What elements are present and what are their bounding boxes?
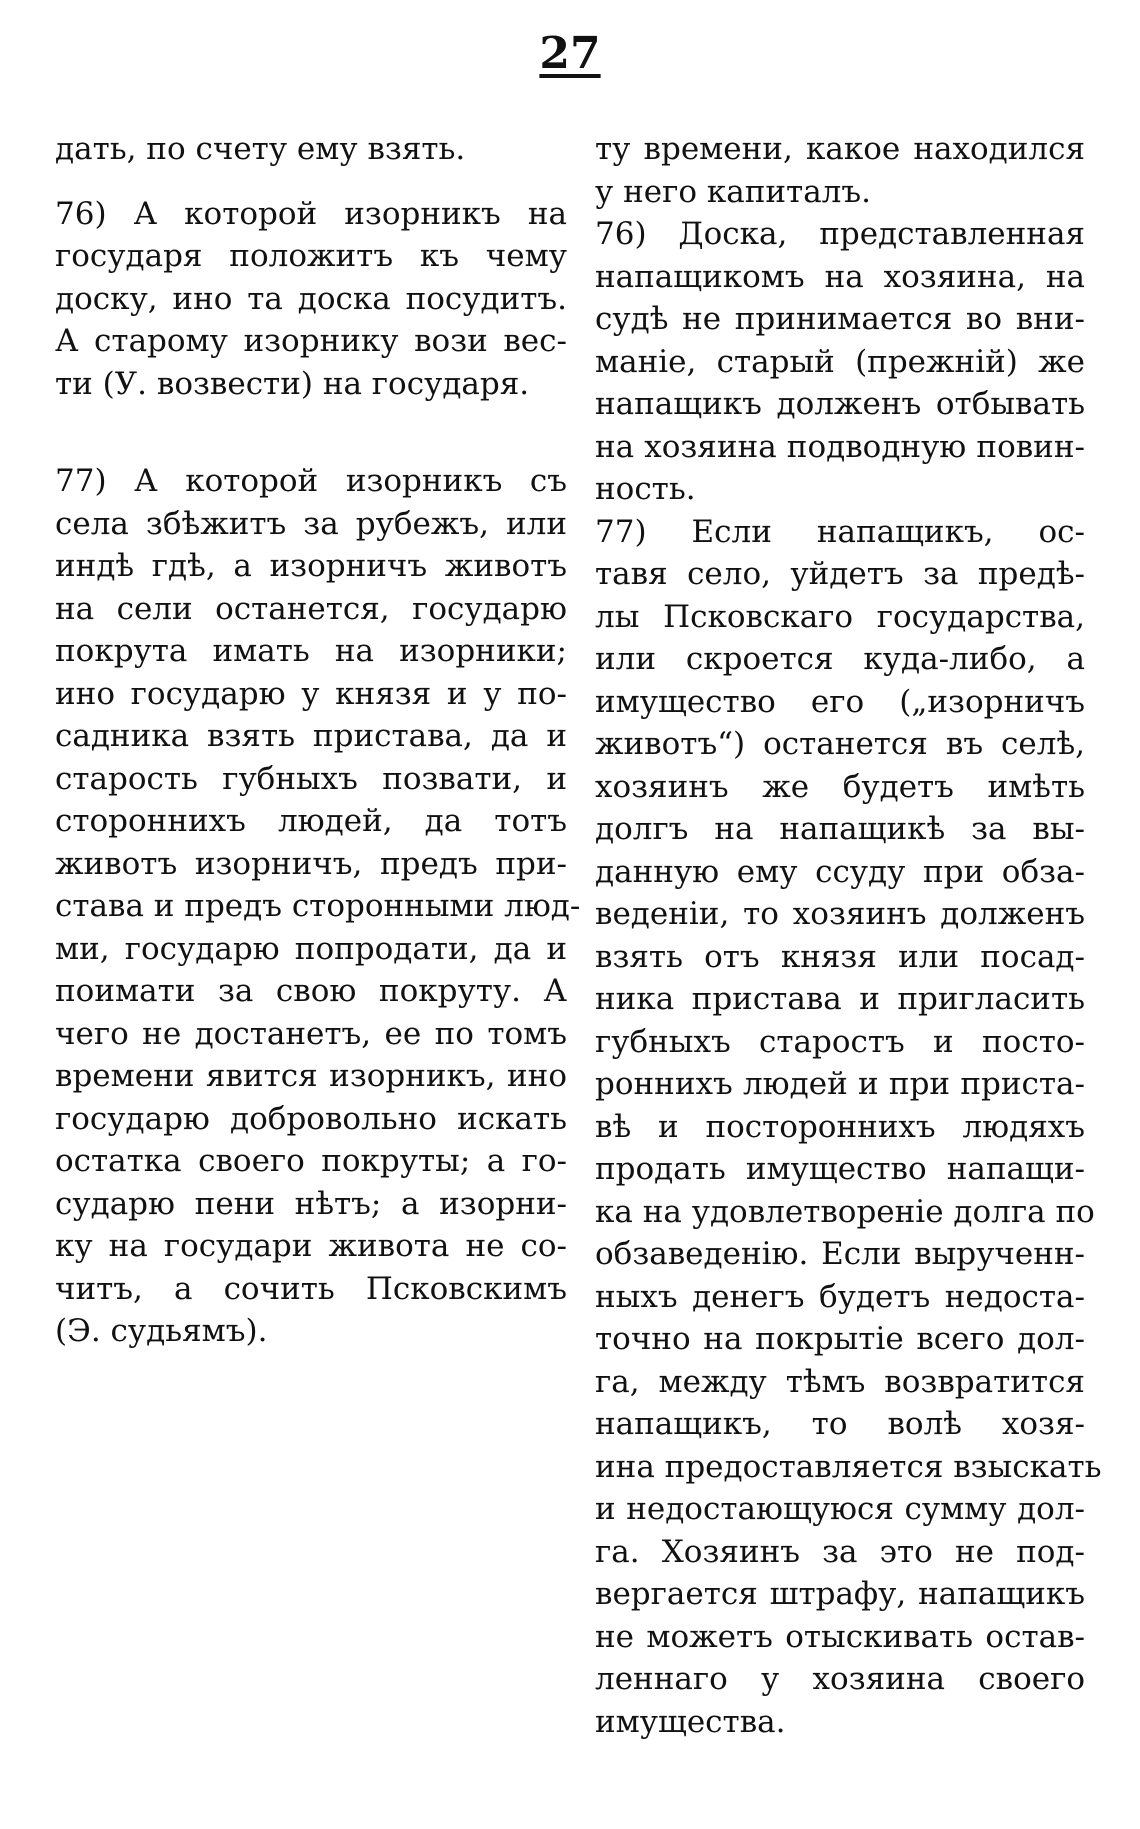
text-line: не можетъ отыскивать остав-: [595, 1618, 1085, 1655]
text-line: напащикъ долженъ отбывать: [595, 386, 1085, 422]
text-line: веденіи, то хозяинъ долженъ: [595, 896, 1085, 932]
text-line: на хозяина подводную повин-: [595, 428, 1085, 465]
text-line: га. Хозяинъ за это не под-: [595, 1533, 1085, 1570]
text-line: губныхъ старостъ и посто-: [595, 1023, 1085, 1060]
text-line: роннихъ людей и при приста-: [595, 1066, 1085, 1102]
page-number: 27: [539, 28, 601, 79]
text-line: ность.: [595, 471, 696, 507]
text-line: ино государю у князя и у по-: [55, 675, 567, 712]
text-line: хозяинъ же будетъ имѣть: [595, 768, 1085, 805]
paragraph: [55, 193, 567, 406]
text-line: 77) Если напащикъ, ос-: [595, 513, 1085, 550]
text-line: имущество его („изорничъ: [595, 683, 1085, 720]
paragraph: [595, 511, 1102, 1744]
text-line: индѣ гдѣ, а изорничъ животъ: [55, 548, 567, 584]
text-line: леннаго у хозяина своего: [595, 1661, 1085, 1697]
text-line: на сели останется, государю: [55, 590, 567, 627]
text-line: 76) А которой изорникъ на: [55, 195, 567, 232]
text-line: животъ“) останется въ селѣ,: [595, 726, 1085, 762]
text-line: ми, государю попродати, да и: [55, 930, 567, 967]
text-line: 77) А которой изорникъ съ: [55, 463, 567, 499]
text-line: сторонниxъ людей, да тотъ: [55, 803, 567, 839]
text-line: доску, ино та доска посудитъ.: [55, 280, 567, 317]
text-line: покрута имать на изорники;: [55, 633, 567, 669]
text-line: судѣ не принимается во вни-: [595, 301, 1085, 337]
paragraph: [55, 460, 581, 1353]
text-line: ника пристава и пригласить: [595, 981, 1085, 1017]
text-line: села збѣжитъ за рубежъ, или: [55, 505, 567, 542]
text-line: государя положитъ къ чему: [55, 238, 567, 274]
text-line: и недостающуюся сумму дол-: [595, 1491, 1085, 1527]
text-line: (Э. судьямъ).: [55, 1313, 268, 1349]
text-line: старость губныхъ позвати, и: [55, 760, 567, 797]
text-line: взять отъ князя или посад-: [595, 938, 1085, 975]
left-column-old-text: [55, 128, 581, 1353]
paragraph-gap: [55, 405, 567, 460]
text-line: ту времени, какое находился: [595, 131, 1085, 167]
paragraph-gap: [55, 171, 567, 193]
text-line: времени явится изорникъ, ино: [55, 1058, 567, 1094]
text-line: лы Псковскаго государства,: [595, 598, 1085, 635]
text-line: садника взять пристава, да и: [55, 718, 567, 754]
text-line: дать, по счету ему взять.: [55, 131, 466, 167]
text-line: ти (У. возвести) на государя.: [55, 365, 530, 402]
text-line: вѣ и постороннихъ людяхъ: [595, 1108, 1085, 1145]
text-line: А старому изорнику вози вес-: [55, 323, 567, 359]
text-line: данную ему ссуду при обза-: [595, 853, 1085, 890]
text-line: сударю пени нѣтъ; а изорни-: [55, 1185, 567, 1222]
right-column-translation: [595, 128, 1102, 1743]
text-line: остатка своего покруты; а го-: [55, 1143, 567, 1179]
text-line: ка на удовлетвореніе долга по: [595, 1193, 1095, 1230]
text-line: обзаведенію. Если вырученн-: [595, 1236, 1085, 1272]
text-line: поимати за свою покруту. А: [55, 973, 567, 1009]
paragraph: [595, 128, 1085, 213]
text-line: га, между тѣмъ возвратится: [595, 1363, 1085, 1400]
text-line: животъ изорничъ, предъ при-: [55, 845, 567, 882]
text-line: или скроется куда-либо, а: [595, 641, 1085, 677]
paragraph: [55, 128, 567, 171]
text-line: ныхъ денегъ будетъ недоста-: [595, 1278, 1085, 1315]
paragraph: [595, 213, 1085, 511]
text-line: читъ, а сочить Псковскимъ: [55, 1270, 567, 1307]
text-line: напащикомъ на хозяина, на: [595, 258, 1085, 295]
text-line: тавя село, уйдетъ за предѣ-: [595, 556, 1085, 592]
text-line: става и предъ сторонными люд-: [55, 888, 581, 924]
text-line: маніе, старый (прежній) же: [595, 343, 1085, 380]
text-line: продать имущество напащи-: [595, 1151, 1085, 1187]
text-line: долгъ на напащикѣ за вы-: [595, 811, 1085, 847]
text-line: ку на государи живота не со-: [55, 1228, 567, 1264]
text-line: ина предоставляется взыскать: [595, 1448, 1102, 1485]
text-line: у него капиталъ.: [595, 173, 871, 210]
text-line: государю добровольно искать: [55, 1100, 567, 1137]
text-line: имущества.: [595, 1703, 786, 1740]
text-line: чего не достанетъ, ее по томъ: [55, 1015, 567, 1052]
text-line: точно на покрытіе всего дол-: [595, 1321, 1085, 1357]
text-line: вергается штрафу, напащикъ: [595, 1576, 1085, 1612]
text-line: напащикъ, то волѣ хозя-: [595, 1406, 1085, 1442]
text-line: 76) Доска, представленная: [595, 216, 1085, 252]
